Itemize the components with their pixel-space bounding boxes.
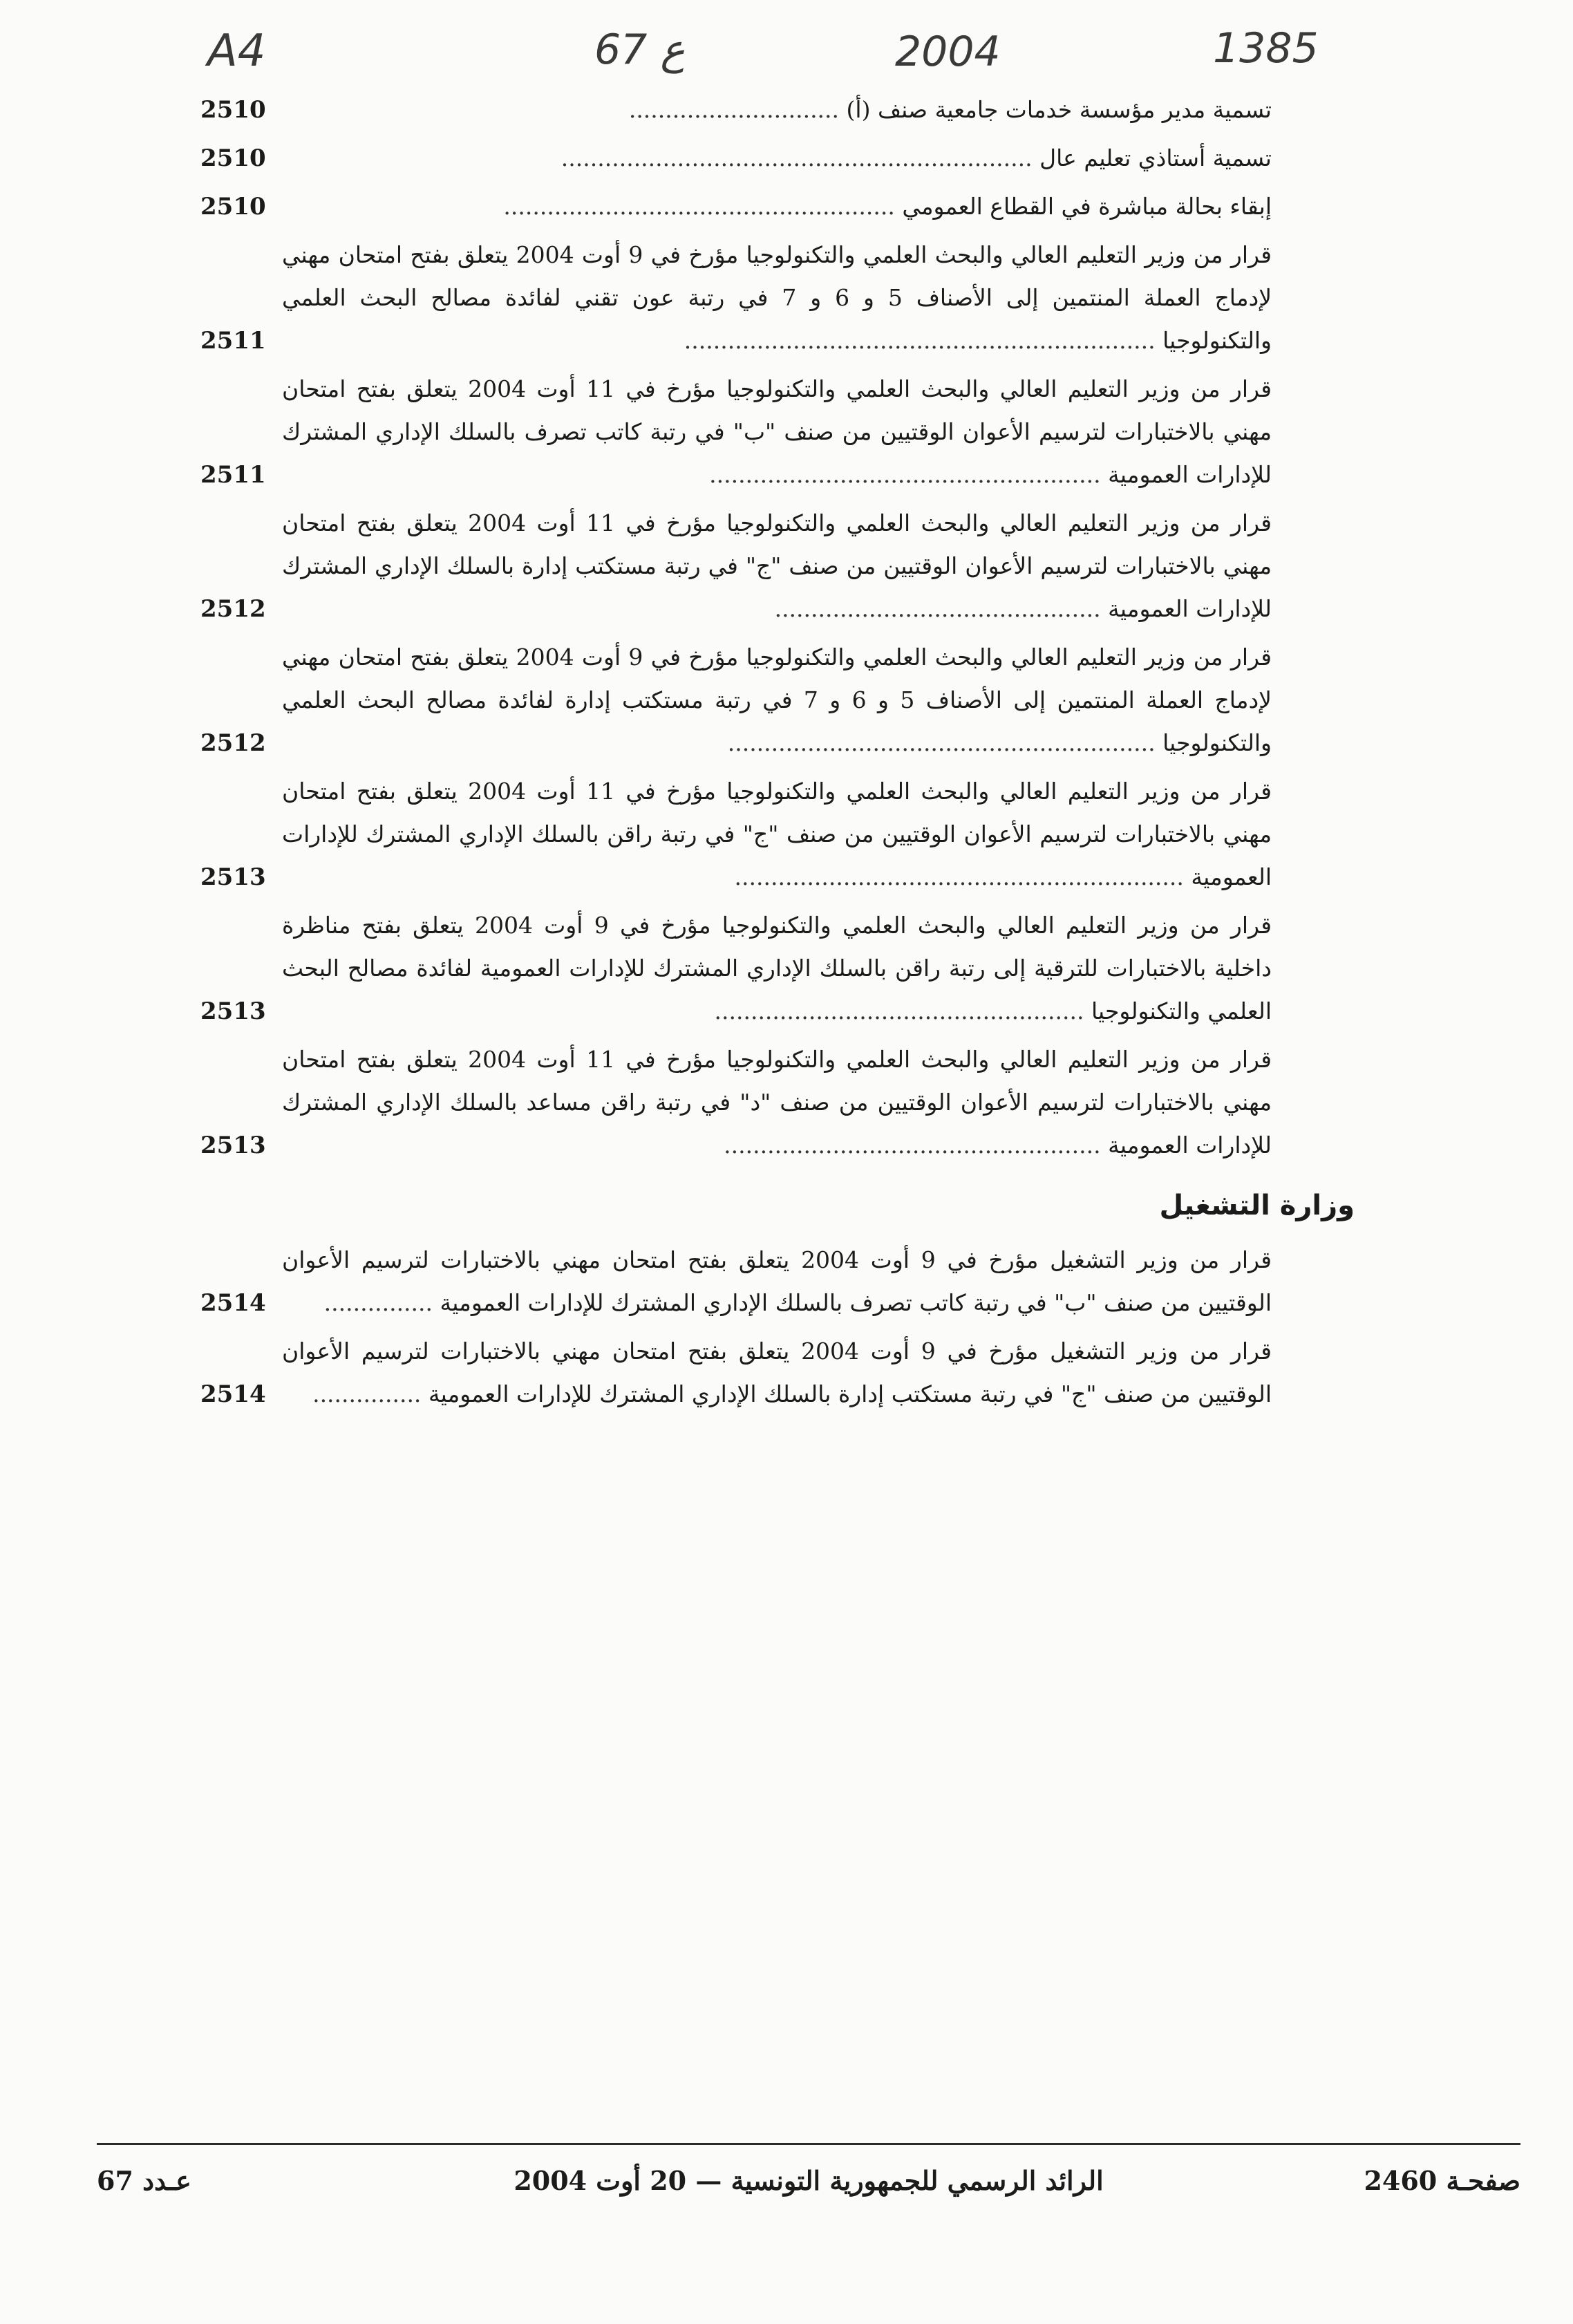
entry-page-number: 2514	[200, 1289, 266, 1317]
leader-dots: ......................................................	[503, 193, 895, 220]
entry-text: قرار من وزير التشغيل مؤرخ في 9 أوت 2004 يتعلق بفتح امتحان مهني بالاختبارات لترسيم الأعوان الوقتيين من صنف "ج" في رتبة مستكتب إدارة بالسلك الإداري المشترك للإدارات العمومية	[282, 1338, 1272, 1407]
entry-page-number: 2510	[200, 193, 266, 221]
leader-dots: ...............	[312, 1380, 422, 1407]
leader-dots: ...............	[323, 1289, 433, 1316]
entry-text: قرار من وزير التعليم العالي والبحث العلمي والتكنولوجيا مؤرخ في 11 أوت 2004 يتعلق بفتح امتحان مهني بالاختبارات لترسيم الأعوان الوقتيين من صنف "ج" في رتبة راقن بالسلك الإداري المشترك للإدارات العمومية	[282, 778, 1272, 890]
annotation-a: A4	[207, 26, 266, 77]
entry-text: قرار من وزير التشغيل مؤرخ في 9 أوت 2004 يتعلق بفتح امتحان مهني بالاختبارات لترسيم الأعوان الوقتيين من صنف "ب" في رتبة كاتب تصرف بالسلك الإداري المشترك للإدارات العمومية	[282, 1246, 1272, 1316]
toc-entry-4[interactable]	[200, 234, 1272, 362]
toc-entry-11[interactable]	[200, 1239, 1272, 1324]
handwritten-annotations	[0, 14, 1573, 90]
footer-page-number: صفحـة 2460	[1364, 2165, 1520, 2196]
entry-page-number: 2510	[200, 144, 266, 172]
footer-journal-title: الرائد الرسمي للجمهورية التونسية — 20 أوت 2004	[514, 2165, 1104, 2196]
entry-page-number: 2514	[200, 1380, 266, 1408]
entry-page-number: 2513	[200, 1132, 266, 1159]
entry-page-number: 2512	[200, 595, 266, 623]
toc-entry-8[interactable]	[200, 770, 1272, 899]
leader-dots: ...................................................	[714, 997, 1084, 1024]
entry-text: إبقاء بحالة مباشرة في القطاع العمومي	[902, 193, 1272, 220]
handwriting-svg	[0, 14, 1573, 90]
toc-entry-5[interactable]	[200, 368, 1272, 496]
entry-text: قرار من وزير التعليم العالي والبحث العلمي والتكنولوجيا مؤرخ في 9 أوت 2004 يتعلق بفتح مناظرة داخلية بالاختبارات للترقية إلى رتبة راقن بالسلك الإداري المشترك للإدارات العمومية لفائدة مصالح البحث العلمي والتكنولوجيا	[282, 912, 1272, 1024]
toc-entry-1[interactable]	[200, 88, 1272, 131]
leader-dots: .................................................................	[561, 144, 1033, 171]
entry-text: قرار من وزير التعليم العالي والبحث العلمي والتكنولوجيا مؤرخ في 9 أوت 2004 يتعلق بفتح امتحان مهني لإدماج العملة المنتمين إلى الأصناف 5 و 6 و 7 في رتبة مستكتب إدارة لفائدة مصالح البحث العلمي والتكنولوجيا	[282, 644, 1272, 756]
page-footer	[97, 2165, 1520, 2206]
entry-page-number: 2513	[200, 997, 266, 1025]
entry-page-number: 2511	[200, 461, 266, 489]
toc-entry-7[interactable]	[200, 636, 1272, 765]
entry-text: قرار من وزير التعليم العالي والبحث العلمي والتكنولوجيا مؤرخ في 11 أوت 2004 يتعلق بفتح امتحان مهني بالاختبارات لترسيم الأعوان الوقتيين من صنف "ب" في رتبة كاتب تصرف بالسلك الإداري المشترك للإدارات العمومية	[282, 375, 1272, 488]
leader-dots: ..............................................................	[734, 863, 1184, 890]
entry-text: تسمية أستاذي تعليم عال	[1039, 144, 1272, 171]
leader-dots: .................................................................	[684, 327, 1156, 354]
leader-dots: ......................................................	[709, 461, 1101, 488]
toc-entry-10[interactable]	[200, 1038, 1272, 1167]
annotation-c: 2004	[895, 28, 1001, 76]
entry-page-number: 2511	[200, 327, 266, 355]
section-heading-employment-ministry: وزارة التشغيل	[1159, 1190, 1355, 1221]
leader-dots: .............................	[628, 96, 840, 123]
toc-entry-2[interactable]	[200, 137, 1272, 180]
annotation-d: 1385	[1213, 24, 1319, 73]
entry-text: تسمية مدير مؤسسة خدمات جامعية صنف (أ)	[846, 96, 1272, 123]
toc-entry-6[interactable]	[200, 502, 1272, 630]
entry-text: قرار من وزير التعليم العالي والبحث العلمي والتكنولوجيا مؤرخ في 11 أوت 2004 يتعلق بفتح امتحان مهني بالاختبارات لترسيم الأعوان الوقتيين من صنف "ج" في رتبة مستكتب إدارة بالسلك الإداري المشترك للإدارات العمومية	[282, 509, 1272, 622]
entry-page-number: 2512	[200, 729, 266, 757]
entry-text: قرار من وزير التعليم العالي والبحث العلمي والتكنولوجيا مؤرخ في 11 أوت 2004 يتعلق بفتح امتحان مهني بالاختبارات لترسيم الأعوان الوقتيين من صنف "د" في رتبة راقن مساعد بالسلك الإداري المشترك للإدارات العمومية	[282, 1046, 1272, 1159]
leader-dots: ....................................................	[724, 1132, 1101, 1159]
toc-entry-3[interactable]	[200, 185, 1272, 228]
toc-entry-12[interactable]	[200, 1330, 1272, 1416]
annotation-b: 67 ع	[594, 26, 686, 74]
entry-text: قرار من وزير التعليم العالي والبحث العلمي والتكنولوجيا مؤرخ في 9 أوت 2004 يتعلق بفتح امتحان مهني لإدماج العملة المنتمين إلى الأصناف 5 و 6 و 7 في رتبة عون تقني لفائدة مصالح البحث العلمي والتكنولوجيا	[282, 241, 1272, 354]
entry-page-number: 2513	[200, 863, 266, 891]
entry-page-number: 2510	[200, 96, 266, 124]
footer-issue-number: عـدد 67	[97, 2165, 191, 2196]
leader-dots: .............................................	[774, 595, 1101, 622]
leader-dots: ...........................................................	[727, 729, 1156, 756]
footer-rule	[97, 2143, 1520, 2145]
toc-entry-9[interactable]	[200, 904, 1272, 1033]
table-of-contents	[200, 88, 1355, 1421]
